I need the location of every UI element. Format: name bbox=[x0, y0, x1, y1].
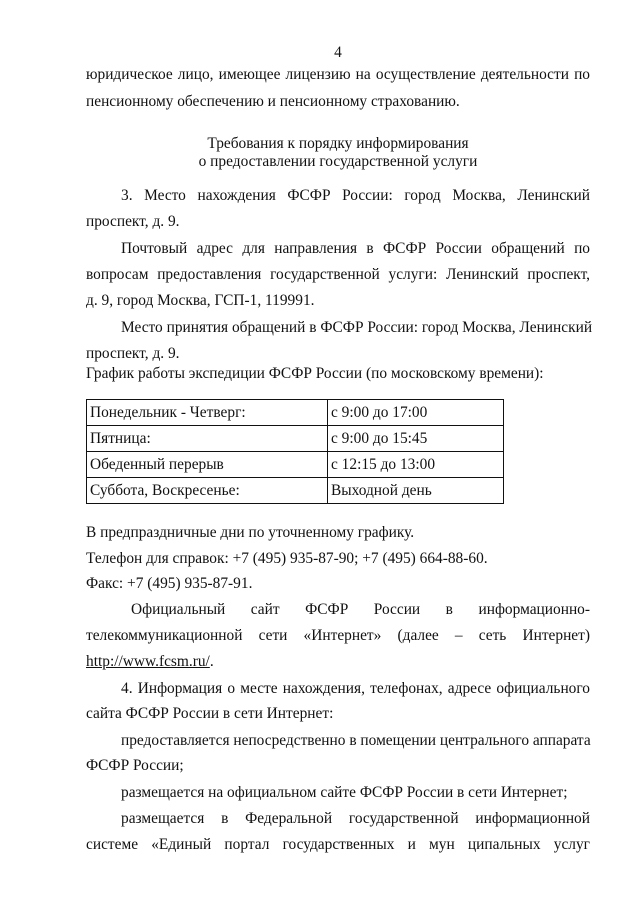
website-url-line bbox=[86, 652, 590, 672]
provided-line: предоставляется непосредственно в помещении центрального аппарата bbox=[121, 732, 591, 749]
posted-site-line: размещается на официальном сайте ФСФР России в сети Интернет; bbox=[121, 784, 568, 801]
paragraph-3-line: 3. Место нахождения ФСФР России: город Москва, Ленинский bbox=[121, 187, 590, 204]
text-line: юридическое лицо, имеющее лицензию на осуществление деятельности по bbox=[86, 66, 590, 83]
schedule-day: Обеденный перерыв bbox=[87, 452, 328, 478]
schedule-day: Понедельник - Четверг: bbox=[87, 400, 328, 426]
table-row bbox=[87, 426, 504, 452]
posted-portal-line: системе «Единый портал государственных и мун ципальных услуг bbox=[86, 836, 590, 853]
holiday-note: В предпраздничные дни по уточненному графику. bbox=[86, 524, 415, 541]
postal-address-line: д. 9, город Москва, ГСП-1, 119991. bbox=[86, 292, 315, 309]
schedule-hours: с 9:00 до 17:00 bbox=[328, 400, 504, 426]
table-row bbox=[87, 400, 504, 426]
phone-line: Телефон для справок: +7 (495) 935-87-90; +7 (495) 664-88-60. bbox=[86, 550, 488, 567]
paragraph-4-line: 4. Информация о месте нахождения, телефонах, адресе официального bbox=[121, 680, 590, 697]
table-row bbox=[87, 452, 504, 478]
text-line: пенсионному обеспечению и пенсионному страхованию. bbox=[86, 93, 460, 110]
postal-address-line: вопросам предоставления государственной услуги: Ленинский проспект, bbox=[86, 266, 590, 283]
schedule-hours: Выходной день bbox=[328, 478, 504, 504]
schedule-day: Пятница: bbox=[87, 426, 328, 452]
website-url-end: . bbox=[209, 653, 214, 670]
posted-portal-line: размещается в Федеральной государственной информационной bbox=[121, 810, 590, 827]
paragraph-3-line: проспект, д. 9. bbox=[86, 213, 180, 230]
schedule-hours: с 12:15 до 13:00 bbox=[328, 452, 504, 478]
fax-line: Факс: +7 (495) 935-87-91. bbox=[86, 575, 253, 592]
section-heading-line: о предоставлении государственной услуги bbox=[198, 153, 478, 170]
page-number: 4 bbox=[334, 44, 342, 61]
schedule-day: Суббота, Воскресенье: bbox=[87, 478, 328, 504]
table-row bbox=[87, 478, 504, 504]
provided-line: ФСФР России; bbox=[86, 757, 184, 774]
section-heading-line: Требования к порядку информирования bbox=[207, 135, 469, 152]
schedule-table bbox=[86, 399, 504, 504]
intake-address-line: проспект, д. 9. bbox=[86, 345, 180, 362]
schedule-hours: с 9:00 до 15:45 bbox=[328, 426, 504, 452]
paragraph-4-line: сайта ФСФР России в сети Интернет: bbox=[86, 705, 334, 722]
website-link[interactable]: http://www.fcsm.ru/ bbox=[86, 653, 210, 670]
website-line: телекоммуникационной сети «Интернет» (далее – сеть Интернет) bbox=[86, 627, 590, 644]
postal-address-line: Почтовый адрес для направления в ФСФР России обращений по bbox=[121, 240, 590, 257]
intake-address-line: Место принятия обращений в ФСФР России: город Москва, Ленинский bbox=[121, 319, 593, 336]
website-line: Официальный сайт ФСФР России в информационно- bbox=[131, 601, 590, 618]
schedule-title: График работы экспедиции ФСФР России (по московскому времени): bbox=[86, 365, 544, 382]
